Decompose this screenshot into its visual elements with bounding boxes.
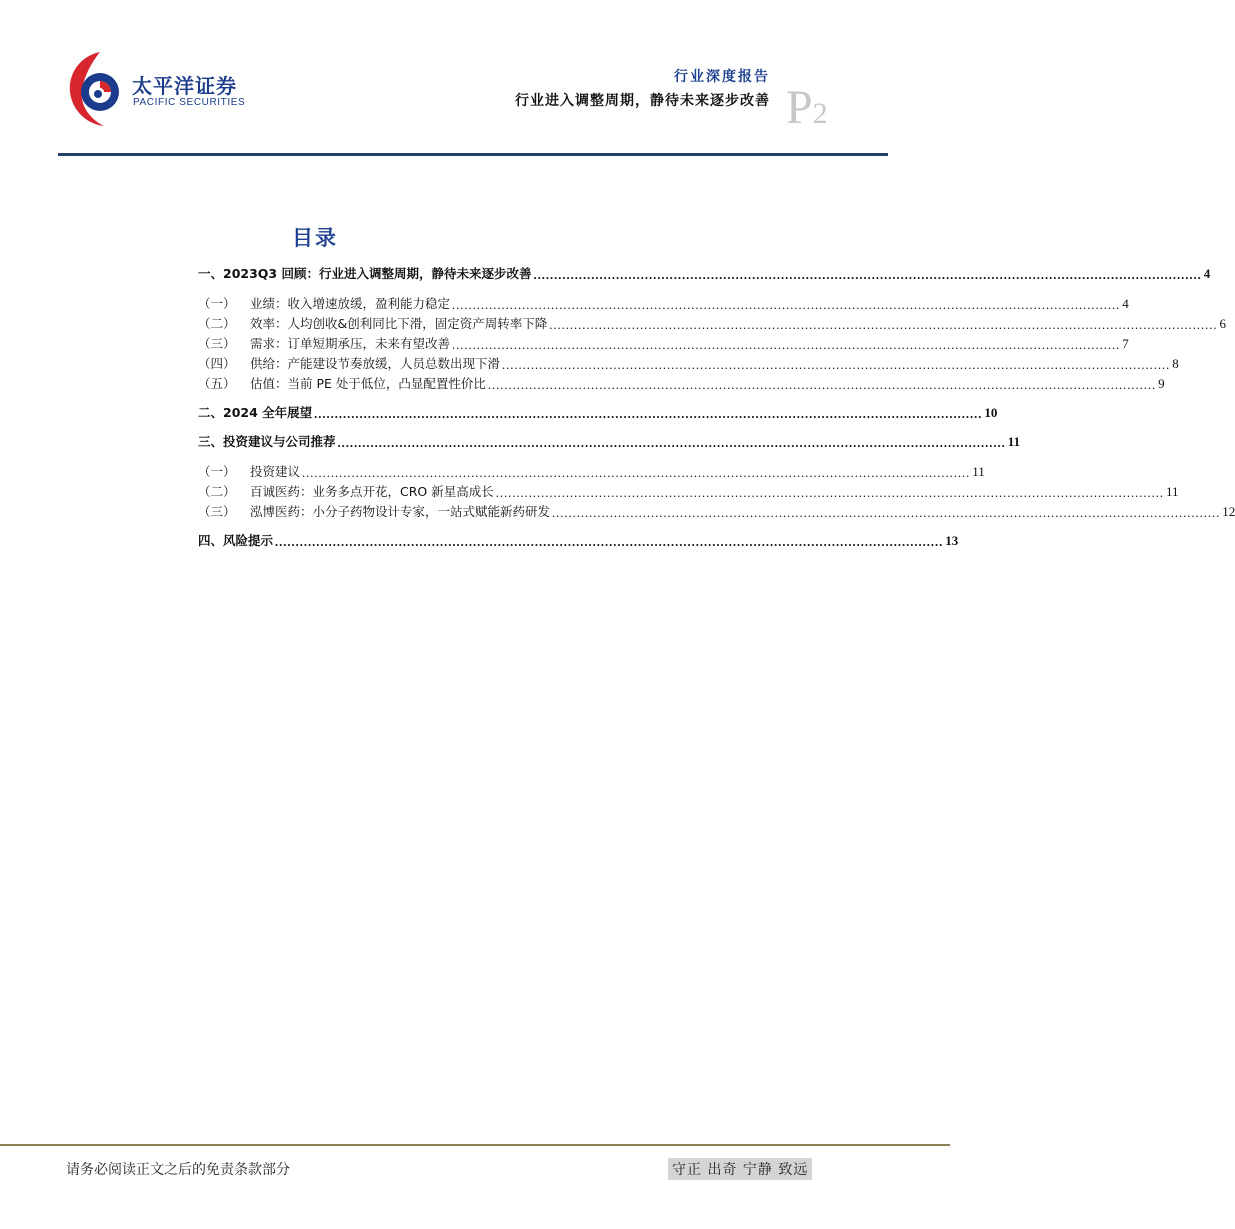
toc-entry-number: 三、: [198, 434, 224, 449]
toc-entry-title: 百诚医药：业务多点开花，CRO 新星高成长: [250, 484, 494, 499]
toc-entry-number: （一）: [198, 464, 236, 479]
toc-entry-title: 估值：当前 PE 处于低位，凸显配置性价比: [250, 376, 486, 391]
toc-entry-number: （二）: [198, 484, 236, 499]
toc-entry-title: 泓博医药：小分子药物设计专家，一站式赋能新药研发: [250, 504, 551, 519]
toc-entry-number: （三）: [198, 504, 236, 519]
toc-entry-page: 11: [972, 464, 985, 479]
toc-entry-number: （一）: [198, 296, 236, 311]
toc-dot-leader: ..................................................................................................................................................................: [275, 535, 944, 549]
toc-dot-leader: ..................................................................................................................................................................: [452, 298, 1121, 312]
toc-entry-number: 一、: [198, 266, 224, 281]
toc-entry-page: 11: [1007, 434, 1021, 449]
toc-entry-title: 2024 全年展望: [223, 405, 313, 420]
header-divider: [58, 153, 888, 156]
toc-entry-page: 7: [1122, 336, 1129, 351]
toc-entry-page: 4: [1203, 266, 1211, 281]
toc-entry[interactable]: [198, 372, 1165, 392]
toc-entry-title: 风险提示: [223, 533, 274, 548]
toc-entry[interactable]: [198, 292, 1129, 312]
toc-entry-page: 12: [1222, 504, 1235, 519]
toc-entry[interactable]: [198, 480, 1179, 500]
company-logo: [66, 50, 246, 128]
toc-dot-leader: ..................................................................................................................................................................: [552, 506, 1221, 520]
toc-entry-number: （四）: [198, 356, 236, 371]
toc-dot-leader: ..................................................................................................................................................................: [549, 318, 1218, 332]
toc-dot-leader: ..................................................................................................................................................................: [452, 338, 1121, 352]
footer-divider: [0, 1144, 950, 1146]
toc-entry-title: 效率：人均创收&创利同比下滑，固定资产周转率下降: [250, 316, 548, 331]
toc-dot-leader: ..................................................................................................................................................................: [314, 407, 983, 421]
toc-dot-leader: ..................................................................................................................................................................: [337, 436, 1006, 450]
page-prefix: P: [786, 81, 813, 134]
toc-dot-leader: ..................................................................................................................................................................: [533, 268, 1202, 282]
toc-entry-page: 11: [1165, 484, 1179, 499]
toc-entry[interactable]: [198, 332, 1129, 352]
toc-entry-title: 需求：订单短期承压，未来有望改善: [250, 336, 451, 351]
toc-entry-number: （五）: [198, 376, 236, 391]
toc-entry-number: （三）: [198, 336, 236, 351]
toc-entry-page: 8: [1172, 356, 1179, 371]
toc-entry[interactable]: [198, 430, 1021, 450]
toc-entry-number: 二、: [198, 405, 224, 420]
toc-entry-page: 6: [1219, 316, 1226, 331]
toc-entry-number: （二）: [198, 316, 236, 331]
toc-dot-leader: ..................................................................................................................................................................: [302, 466, 971, 480]
report-type: 行业深度报告: [674, 69, 770, 85]
toc-entry-page: 13: [945, 533, 959, 548]
toc-entry[interactable]: [198, 352, 1179, 372]
toc-entry-number: 四、: [198, 533, 224, 548]
logo-emblem-icon: [66, 50, 128, 128]
toc-entry-page: 9: [1158, 376, 1165, 391]
logo-chinese-name: 太平洋证券: [132, 74, 237, 98]
toc-entry[interactable]: [198, 460, 985, 480]
toc-heading: 目录: [292, 226, 338, 250]
toc-entry-page: 10: [984, 405, 998, 420]
toc-dot-leader: ..................................................................................................................................................................: [502, 358, 1171, 372]
toc-entry[interactable]: [198, 262, 1211, 282]
report-title: 行业进入调整周期，静待未来逐步改善: [515, 93, 770, 109]
toc-entry[interactable]: [198, 401, 998, 421]
toc-dot-leader: ..................................................................................................................................................................: [495, 486, 1164, 500]
logo-english-name: PACIFIC SECURITIES: [133, 97, 246, 108]
page-number-value: 2: [812, 97, 828, 130]
toc-entry-title: 投资建议: [250, 464, 301, 479]
toc-entry[interactable]: [198, 500, 1235, 520]
toc-entry-title: 投资建议与公司推荐: [223, 434, 336, 449]
toc-entry-page: 4: [1122, 296, 1129, 311]
page-number: [786, 80, 828, 135]
toc-entry-title: 2023Q3 回顾：行业进入调整周期，静待未来逐步改善: [223, 266, 532, 281]
disclaimer-text: 请务必阅读正文之后的免责条款部分: [66, 1162, 290, 1178]
toc-entry[interactable]: [198, 312, 1226, 332]
company-motto: 守正 出奇 宁静 致远: [668, 1158, 812, 1180]
toc-entry[interactable]: [198, 529, 959, 549]
toc-entry-title: 业绩：收入增速放缓，盈利能力稳定: [250, 296, 451, 311]
toc-dot-leader: ..................................................................................................................................................................: [487, 378, 1157, 392]
toc-entry-title: 供给：产能建设节奏放缓，人员总数出现下滑: [250, 356, 501, 371]
